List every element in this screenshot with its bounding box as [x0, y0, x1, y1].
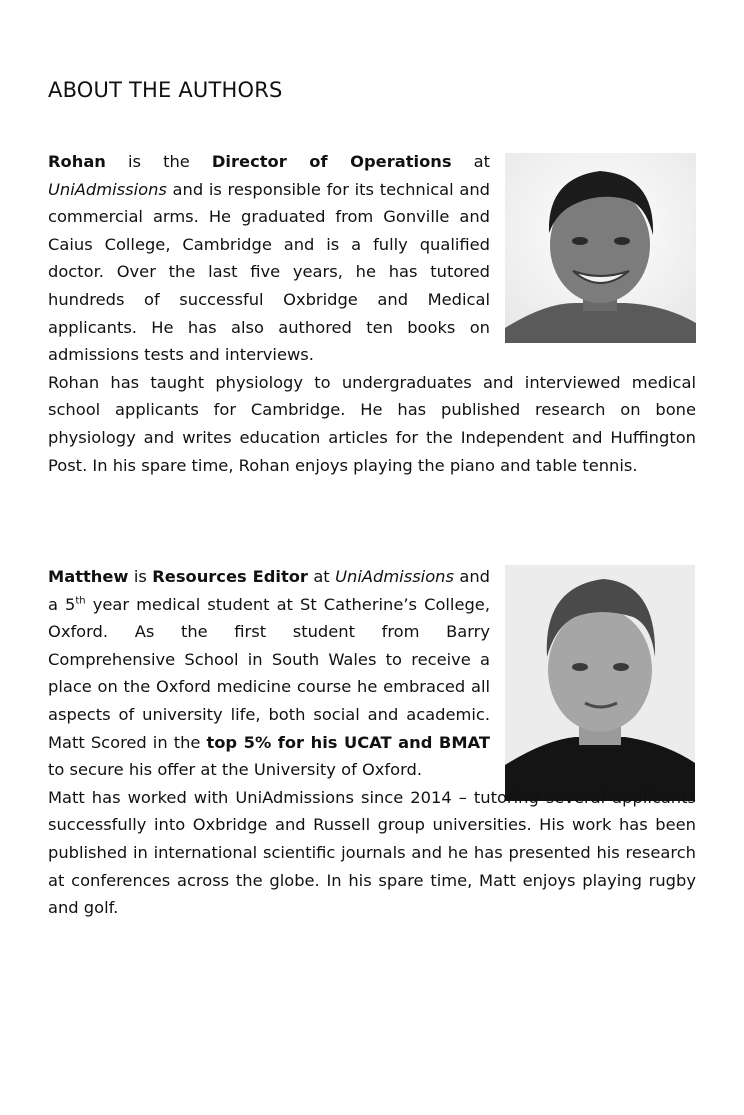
rohan-role: Director of Operations [211, 152, 452, 171]
ordinal-suffix: th [75, 595, 86, 607]
matthew-text-e: to secure his offer at the University of Oxford. [48, 760, 423, 780]
matthew-org: UniAdmissions [335, 567, 454, 586]
rohan-org: UniAdmissions [48, 179, 167, 199]
rohan-bio-paragraph-2: Rohan has taught physiology to undergraduates and interviewed medical school applicants for Cambridge. He has published research on bone physiology and writes education articles for the Independent and Huffington Post. In his spare time, Rohan enjoys playing the piano and table tennis. [48, 372, 696, 475]
rohan-text-a: is the [105, 152, 212, 171]
matthew-bio-paragraph-2: Matt has worked with UniAdmissions since 2014 – tutoring several applicants successfully into Oxbridge and Russell group universities. His work has been published in international scientific journals and he has presented his research at conferences across the globe. In his spare time, Matt enjoys playing rugby and golf. [48, 787, 696, 918]
rohan-text-c: and is responsible for its technical and commercial arms. He graduated from Gonville and Caius College, Cambridge and is a fully qualified doctor. Over the last five years, he has tutored hundreds of successful Oxbridge and Medical applicants. He has also authored ten books on admissions tests and interviews. [48, 179, 490, 365]
matthew-text-c: and a 5 [48, 567, 490, 614]
rohan-bio-paragraph-1 [48, 148, 490, 369]
matthew-bio [48, 563, 696, 922]
matthew-name: Matthew [48, 567, 129, 586]
matthew-text-b: at [307, 567, 336, 586]
rohan-text-b: at [451, 152, 490, 171]
rohan-name: Rohan [48, 152, 106, 171]
matthew-highlight: top 5% for his UCAT and BMAT [206, 732, 490, 752]
matthew-text-a: is [128, 567, 153, 586]
page-title: ABOUT THE AUTHORS [48, 78, 283, 102]
matthew-role: Resources Editor [152, 567, 308, 586]
matthew-bio-paragraph-1 [48, 563, 490, 784]
rohan-bio [48, 148, 696, 479]
matthew-text-d: year medical student at St Catherine’s College, Oxford. As the first student from Barry Comprehensive School in South Wales to receive a place on the Oxford medicine course he embraced all aspects of university life, both social and academic. Matt Scored in the [48, 594, 490, 752]
